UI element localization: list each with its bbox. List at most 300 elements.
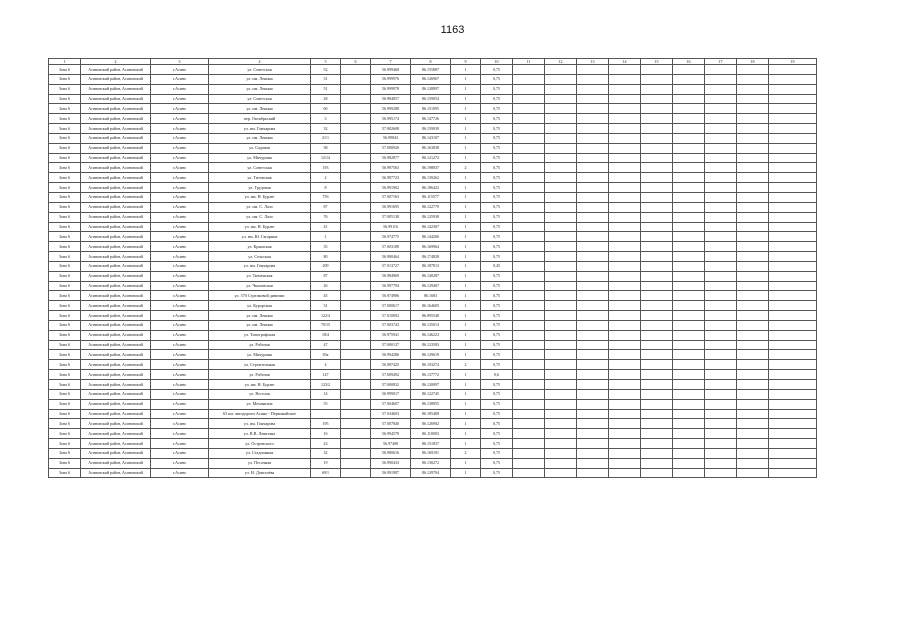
table-row — [49, 143, 817, 153]
table-cell — [577, 301, 609, 311]
table-cell — [577, 114, 609, 124]
table-cell: 2 — [451, 448, 481, 458]
table-cell — [609, 242, 641, 252]
table-cell — [609, 320, 641, 330]
table-cell: ул. Рабочая — [209, 370, 311, 380]
table-cell — [545, 242, 577, 252]
table-cell — [705, 222, 737, 232]
table-cell — [609, 183, 641, 193]
table-cell — [609, 360, 641, 370]
table-cell: 56.974775 — [371, 232, 411, 242]
table-cell — [513, 389, 545, 399]
table-cell: 56.984857 — [371, 94, 411, 104]
table-cell — [513, 271, 545, 281]
table-cell — [641, 439, 673, 449]
table-cell — [769, 143, 817, 153]
table-cell: Зона 6 — [49, 114, 81, 124]
table-cell — [609, 291, 641, 301]
table-cell — [769, 94, 817, 104]
table-cell — [769, 183, 817, 193]
table-cell — [341, 389, 371, 399]
table-cell — [673, 133, 705, 143]
table-cell: Зона 6 — [49, 370, 81, 380]
table-row — [49, 222, 817, 232]
table-cell — [641, 261, 673, 271]
table-cell: Зона 6 — [49, 84, 81, 94]
table-cell — [577, 94, 609, 104]
table-cell — [769, 192, 817, 202]
table-cell — [577, 163, 609, 173]
table-cell: ул. Советская — [209, 163, 311, 173]
table-cell: ул. Курортная — [209, 301, 311, 311]
table-row — [49, 458, 817, 468]
table-row — [49, 389, 817, 399]
table-cell — [737, 468, 769, 478]
table-cell — [705, 143, 737, 153]
table-cell — [769, 65, 817, 75]
table-cell — [545, 311, 577, 321]
table-cell — [641, 291, 673, 301]
table-cell: Асиновский район, Асиновский — [81, 232, 151, 242]
table-cell: Асиновский район, Асиновский — [81, 389, 151, 399]
table-cell: 2 — [451, 163, 481, 173]
table-cell — [513, 163, 545, 173]
table-cell: 86.135013 — [411, 320, 451, 330]
table-cell — [705, 94, 737, 104]
table-cell — [641, 65, 673, 75]
table-cell: ул. 370 Стрелковой дивизии — [209, 291, 311, 301]
table-cell: Асиновский район, Асиновский — [81, 281, 151, 291]
table-cell: Зона 6 — [49, 104, 81, 114]
table-cell: 86.163838 — [411, 143, 451, 153]
table-row — [49, 84, 817, 94]
table-cell — [641, 448, 673, 458]
table-cell: 0,45 — [481, 261, 513, 271]
table-cell — [641, 468, 673, 478]
table-cell: 1 — [451, 143, 481, 153]
table-cell: 23 — [311, 439, 341, 449]
table-cell — [513, 252, 545, 262]
table-cell — [737, 212, 769, 222]
table-cell — [577, 242, 609, 252]
table-cell — [641, 389, 673, 399]
table-cell: г.Асино — [151, 114, 209, 124]
table-cell: 56.991695 — [371, 202, 411, 212]
table-cell: 56.99843 — [371, 133, 411, 143]
table-cell — [609, 281, 641, 291]
table-cell — [577, 74, 609, 84]
table-cell — [341, 232, 371, 242]
table-cell: 86.122779 — [411, 202, 451, 212]
table-cell — [341, 261, 371, 271]
table-cell — [769, 202, 817, 212]
table-cell: 75б — [311, 192, 341, 202]
table-cell: 57.000832 — [371, 380, 411, 390]
table-cell — [609, 399, 641, 409]
table-cell: Асиновский район, Асиновский — [81, 301, 151, 311]
table-cell: 56.994578 — [371, 429, 411, 439]
table-cell: Зона 6 — [49, 222, 81, 232]
table-cell — [513, 320, 545, 330]
table-cell — [513, 124, 545, 134]
table-cell: 86.095548 — [411, 311, 451, 321]
table-cell: г.Асино — [151, 399, 209, 409]
table-cell — [737, 173, 769, 183]
table-cell — [737, 429, 769, 439]
table-cell — [769, 271, 817, 281]
column-number-cell: 17 — [705, 59, 737, 65]
table-cell — [341, 192, 371, 202]
table-cell — [609, 311, 641, 321]
table-cell: Зона 6 — [49, 271, 81, 281]
table-row — [49, 281, 817, 291]
table-cell: Асиновский район, Асиновский — [81, 65, 151, 75]
table-cell — [341, 173, 371, 183]
table-cell: 0,75 — [481, 468, 513, 478]
table-cell — [641, 330, 673, 340]
table-cell: 0,75 — [481, 65, 513, 75]
table-cell — [705, 350, 737, 360]
table-cell — [341, 133, 371, 143]
table-cell — [641, 192, 673, 202]
table-row — [49, 320, 817, 330]
table-cell — [609, 163, 641, 173]
table-cell: ул. им. Н. Бурлю — [209, 192, 311, 202]
table-cell: Зона 6 — [49, 429, 81, 439]
table-cell: 57.010092 — [371, 311, 411, 321]
table-cell — [705, 192, 737, 202]
table-cell: г.Асино — [151, 143, 209, 153]
table-cell: Зона 6 — [49, 124, 81, 134]
table-cell: 1 — [451, 439, 481, 449]
column-number-cell: 9 — [451, 59, 481, 65]
table-cell: Асиновский район, Асиновский — [81, 212, 151, 222]
table-cell — [513, 409, 545, 419]
table-cell: Зона 6 — [49, 94, 81, 104]
table-cell: 86.155887 — [411, 65, 451, 75]
table-cell: 21/1 — [311, 133, 341, 143]
table-cell: Зона 6 — [49, 163, 81, 173]
table-cell — [513, 429, 545, 439]
table-cell — [673, 202, 705, 212]
table-cell — [341, 84, 371, 94]
column-number-cell: 15 — [641, 59, 673, 65]
table-row — [49, 419, 817, 429]
table-cell: г.Асино — [151, 261, 209, 271]
table-cell — [577, 409, 609, 419]
table-cell — [341, 330, 371, 340]
table-cell — [577, 340, 609, 350]
table-cell: Зона 6 — [49, 261, 81, 271]
table-cell: Зона 6 — [49, 183, 81, 193]
table-cell — [705, 419, 737, 429]
table-cell: 56.991987 — [371, 468, 411, 478]
table-cell: 57.004607 — [371, 399, 411, 409]
table-cell: Асиновский район, Асиновский — [81, 271, 151, 281]
table-cell — [737, 183, 769, 193]
table-cell — [609, 104, 641, 114]
table-cell — [513, 65, 545, 75]
table-cell — [641, 409, 673, 419]
table-cell — [769, 350, 817, 360]
table-cell — [641, 252, 673, 262]
table-cell: 86.198837 — [411, 163, 451, 173]
table-cell: Зона 6 — [49, 399, 81, 409]
table-cell: 1 — [451, 419, 481, 429]
table-cell: г.Асино — [151, 448, 209, 458]
table-cell: 1 — [451, 84, 481, 94]
table-cell: г.Асино — [151, 409, 209, 419]
table-cell — [705, 439, 737, 449]
table-cell: ул. Титовская — [209, 173, 311, 183]
table-cell: ул. им. Н. Бурлю — [209, 222, 311, 232]
table-cell — [705, 458, 737, 468]
table-cell — [341, 370, 371, 380]
table-cell — [641, 232, 673, 242]
table-cell: 57.009492 — [371, 370, 411, 380]
table-cell: 86.174828 — [411, 252, 451, 262]
table-cell — [609, 261, 641, 271]
table-cell: 1 — [451, 281, 481, 291]
table-cell — [641, 202, 673, 212]
table-cell — [609, 212, 641, 222]
table-cell: 123/2 — [311, 380, 341, 390]
table-cell — [341, 65, 371, 75]
table-cell — [673, 350, 705, 360]
table-cell — [641, 271, 673, 281]
table-cell — [513, 202, 545, 212]
table-cell: 86.128897 — [411, 84, 451, 94]
table-cell — [673, 84, 705, 94]
table-cell — [609, 124, 641, 134]
table-cell — [769, 409, 817, 419]
table-cell: 1 — [451, 65, 481, 75]
table-cell — [545, 360, 577, 370]
table-cell: ул. Мичурина — [209, 350, 311, 360]
table-cell: Зона 6 — [49, 153, 81, 163]
table-cell: Асиновский район, Асиновский — [81, 114, 151, 124]
table-cell: Зона 6 — [49, 242, 81, 252]
table-cell: 86.140287 — [411, 271, 451, 281]
table-cell — [673, 94, 705, 104]
table-cell: 0,75 — [481, 340, 513, 350]
table-cell — [673, 173, 705, 183]
table-cell — [673, 311, 705, 321]
table-cell: г.Асино — [151, 124, 209, 134]
table-cell: 86.147726 — [411, 114, 451, 124]
table-cell — [545, 389, 577, 399]
table-cell — [705, 429, 737, 439]
table-cell: 35 — [311, 242, 341, 252]
table-cell — [577, 261, 609, 271]
table-cell — [641, 153, 673, 163]
table-cell: 56.975941 — [371, 330, 411, 340]
table-cell — [641, 301, 673, 311]
table-cell — [737, 261, 769, 271]
table-cell: Зона 6 — [49, 74, 81, 84]
table-cell: 2 — [311, 173, 341, 183]
table-cell: Зона 6 — [49, 448, 81, 458]
table-cell — [769, 104, 817, 114]
table-cell: 86.146223 — [411, 330, 451, 340]
table-cell: 56.984969 — [371, 271, 411, 281]
table-cell — [513, 143, 545, 153]
table-cell — [769, 133, 817, 143]
table-row — [49, 163, 817, 173]
table-cell: 57.013727 — [371, 261, 411, 271]
table-cell — [673, 153, 705, 163]
table-cell — [513, 439, 545, 449]
table-cell — [737, 409, 769, 419]
table-cell: 56.980616 — [371, 448, 411, 458]
table-cell: ул. Сельская — [209, 252, 311, 262]
table-cell — [769, 232, 817, 242]
table-cell: ул. Советская — [209, 65, 311, 75]
table-cell — [673, 330, 705, 340]
column-number-cell: 5 — [311, 59, 341, 65]
table-cell: 0,75 — [481, 311, 513, 321]
table-cell — [737, 399, 769, 409]
table-row — [49, 291, 817, 301]
column-number-cell: 10 — [481, 59, 513, 65]
table-cell — [737, 380, 769, 390]
table-cell: 56.991902 — [371, 183, 411, 193]
table-cell — [545, 65, 577, 75]
table-cell: 122/4 — [311, 311, 341, 321]
table-cell: 1 — [451, 370, 481, 380]
table-cell — [641, 94, 673, 104]
table-row — [49, 301, 817, 311]
table-cell — [609, 252, 641, 262]
table-cell: Асиновский район, Асиновский — [81, 74, 151, 84]
table-cell — [545, 183, 577, 193]
table-cell: 1 — [451, 429, 481, 439]
table-cell — [737, 311, 769, 321]
table-row — [49, 232, 817, 242]
table-cell — [737, 320, 769, 330]
table-cell — [577, 448, 609, 458]
table-cell — [341, 212, 371, 222]
table-cell: 86.151095 — [411, 104, 451, 114]
table-cell — [705, 281, 737, 291]
table-cell — [577, 183, 609, 193]
table-cell: 69/1 — [311, 468, 341, 478]
table-row — [49, 212, 817, 222]
table-cell: 86.185408 — [411, 409, 451, 419]
table-cell — [609, 370, 641, 380]
table-cell — [673, 389, 705, 399]
table-cell — [341, 399, 371, 409]
table-cell: 80 — [311, 252, 341, 262]
table-cell — [545, 271, 577, 281]
table-cell: Зона 6 — [49, 389, 81, 399]
column-number-cell: 4 — [209, 59, 311, 65]
table-cell — [705, 271, 737, 281]
table-cell — [641, 114, 673, 124]
table-cell — [513, 133, 545, 143]
table-cell — [577, 291, 609, 301]
table-cell: 195 — [311, 419, 341, 429]
table-cell — [545, 281, 577, 291]
table-cell — [769, 84, 817, 94]
table-cell — [641, 458, 673, 468]
table-row — [49, 114, 817, 124]
table-row — [49, 399, 817, 409]
table-cell: Асиновский район, Асиновский — [81, 202, 151, 212]
table-cell — [673, 65, 705, 75]
table-cell — [341, 143, 371, 153]
table-cell — [705, 399, 737, 409]
table-cell: Асиновский район, Асиновский — [81, 409, 151, 419]
table-row — [49, 448, 817, 458]
table-cell — [769, 399, 817, 409]
table-cell: 51 — [311, 84, 341, 94]
table-cell — [673, 124, 705, 134]
table-cell: 1 — [451, 399, 481, 409]
column-number-cell: 16 — [673, 59, 705, 65]
table-cell — [673, 448, 705, 458]
table-cell: 86.121272 — [411, 153, 451, 163]
table-cell: ул. им. Ленина — [209, 311, 311, 321]
table-cell: 1 — [451, 271, 481, 281]
table-cell: г.Асино — [151, 311, 209, 321]
table-cell: 57.007163 — [371, 192, 411, 202]
table-cell: 0,75 — [481, 409, 513, 419]
table-cell: 1 — [451, 212, 481, 222]
table-cell: 0,75 — [481, 380, 513, 390]
table-cell — [341, 429, 371, 439]
table-cell: ул. им. Гончарова — [209, 124, 311, 134]
table-cell — [673, 458, 705, 468]
table-cell: 1 — [451, 153, 481, 163]
table-cell — [545, 261, 577, 271]
table-cell — [737, 291, 769, 301]
table-cell — [737, 370, 769, 380]
table-cell: 1 — [451, 74, 481, 84]
table-cell: ул. им. С. Лазо — [209, 202, 311, 212]
table-cell: 57.005138 — [371, 212, 411, 222]
table-cell — [577, 399, 609, 409]
table-cell — [545, 114, 577, 124]
table-cell — [705, 242, 737, 252]
table-cell: 0,75 — [481, 320, 513, 330]
table-cell: г.Асино — [151, 104, 209, 114]
table-cell: Зона 6 — [49, 350, 81, 360]
table-cell — [641, 84, 673, 94]
table-cell — [545, 153, 577, 163]
table-cell — [609, 350, 641, 360]
table-cell — [705, 163, 737, 173]
table-cell — [673, 143, 705, 153]
table-cell: ул. им. Гончарова — [209, 261, 311, 271]
table-cell: 0,75 — [481, 242, 513, 252]
table-cell: Асиновский район, Асиновский — [81, 448, 151, 458]
table-row — [49, 380, 817, 390]
table-cell — [673, 212, 705, 222]
table-row — [49, 153, 817, 163]
table-row — [49, 360, 817, 370]
column-number-cell: 1 — [49, 59, 81, 65]
table-cell — [769, 261, 817, 271]
table-cell — [769, 242, 817, 252]
table-cell: 86.187813 — [411, 261, 451, 271]
table-cell — [513, 84, 545, 94]
table-cell: г.Асино — [151, 153, 209, 163]
table-cell — [577, 124, 609, 134]
table-cell — [609, 192, 641, 202]
table-row — [49, 370, 817, 380]
table-cell: 0,75 — [481, 202, 513, 212]
